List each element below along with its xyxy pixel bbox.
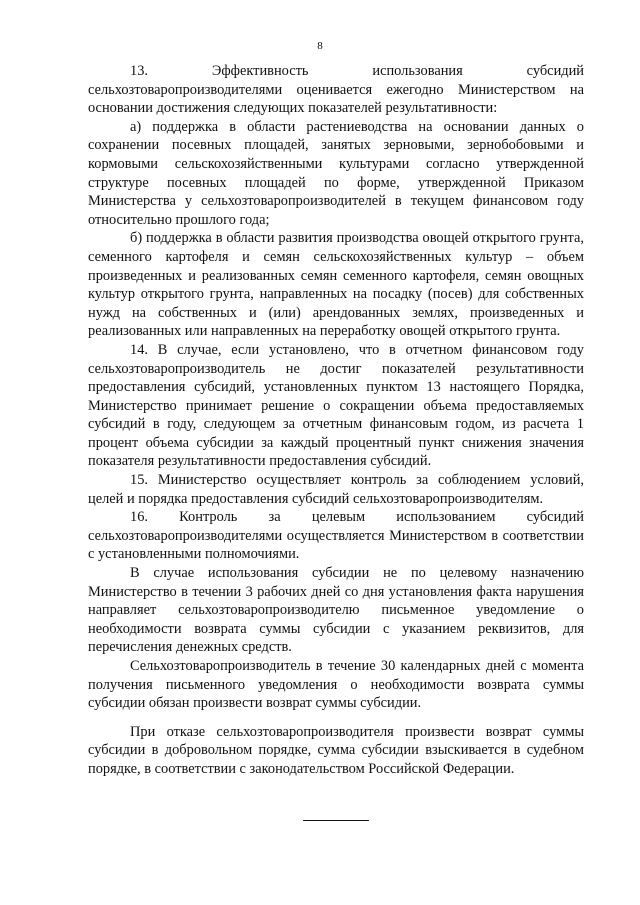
paragraph-13b: б) поддержка в области развития производства овощей открытого грунта, семенного картофеля и семян сельскохозяйственных культур – объем произведенных и реализованных семян семенного картофеля, семян овощных культур открытого грунта, направленных на посадку (посев) для собственных нужд на собственных и (или) арендованных землях, произведенных и реализованных или направленных на переработку овощей открытого грунта. xyxy=(88,230,584,340)
paragraph-13: 13. Эффективность использования субсидий сельхозтоваропроизводителями оценивается ежегодно Министерством на основании достижения следующих показателей результативности: xyxy=(88,63,584,117)
paragraph-14: 14. В случае, если установлено, что в отчетном финансовом году сельхозтоваропроизводитель не достиг показателей результативности предоставления субсидий, установленных пунктом 13 настоящего Порядка, Министерство принимает решение о сокращении объема предоставляемых субсидий в году, следующем за отчетным финансовым годом, из расчета 1 процент объема субсидии за каждый процентный пункт снижения значения показателя результативности предоставления субсидий. xyxy=(88,341,584,470)
paragraph-13a: а) поддержка в области растениеводства на основании данных о сохранении посевных площадей, занятых зерновыми, зернобобовыми и кормовыми сельскохозяйственными культурами согласно утвержденной структуре посевных площадей по форме, утвержденной Приказом Министерства у сельхозтоваропроизводителей в текущем финансовом году относительно прошлого года; xyxy=(88,118,584,228)
paragraph-16-refund-term: Сельхозтоваропроизводитель в течение 30 календарных дней с момента получения письменного уведомления о необходимости возврата суммы субсидии обязан произвести возврат суммы субсидии. xyxy=(88,658,584,712)
end-divider xyxy=(303,820,369,821)
document-body xyxy=(88,62,584,779)
paragraph-16-refusal: При отказе сельхозтоваропроизводителя произвести возврат суммы субсидии в добровольном порядке, сумма субсидии взыскивается в судебном порядке, в соответствии с законодательством Российской Федерации. xyxy=(88,723,584,777)
paragraph-15: 15. Министерство осуществляет контроль за соблюдением условий, целей и порядка предоставления субсидий сельхозтоваропроизводителям. xyxy=(88,472,584,507)
paragraph-16: 16. Контроль за целевым использованием субсидий сельхозтоваропроизводителями осуществляется Министерством в соответствии с установленными полномочиями. xyxy=(88,509,584,563)
paragraph-16-misuse: В случае использования субсидии не по целевому назначению Министерство в течении 3 рабочих дней со дня установления факта нарушения направляет сельхозтоваропроизводителю письменное уведомление о необходимости возврата суммы субсидии с указанием реквизитов, для перечисления денежных средств. xyxy=(88,565,584,656)
page-number: 8 xyxy=(317,40,323,52)
